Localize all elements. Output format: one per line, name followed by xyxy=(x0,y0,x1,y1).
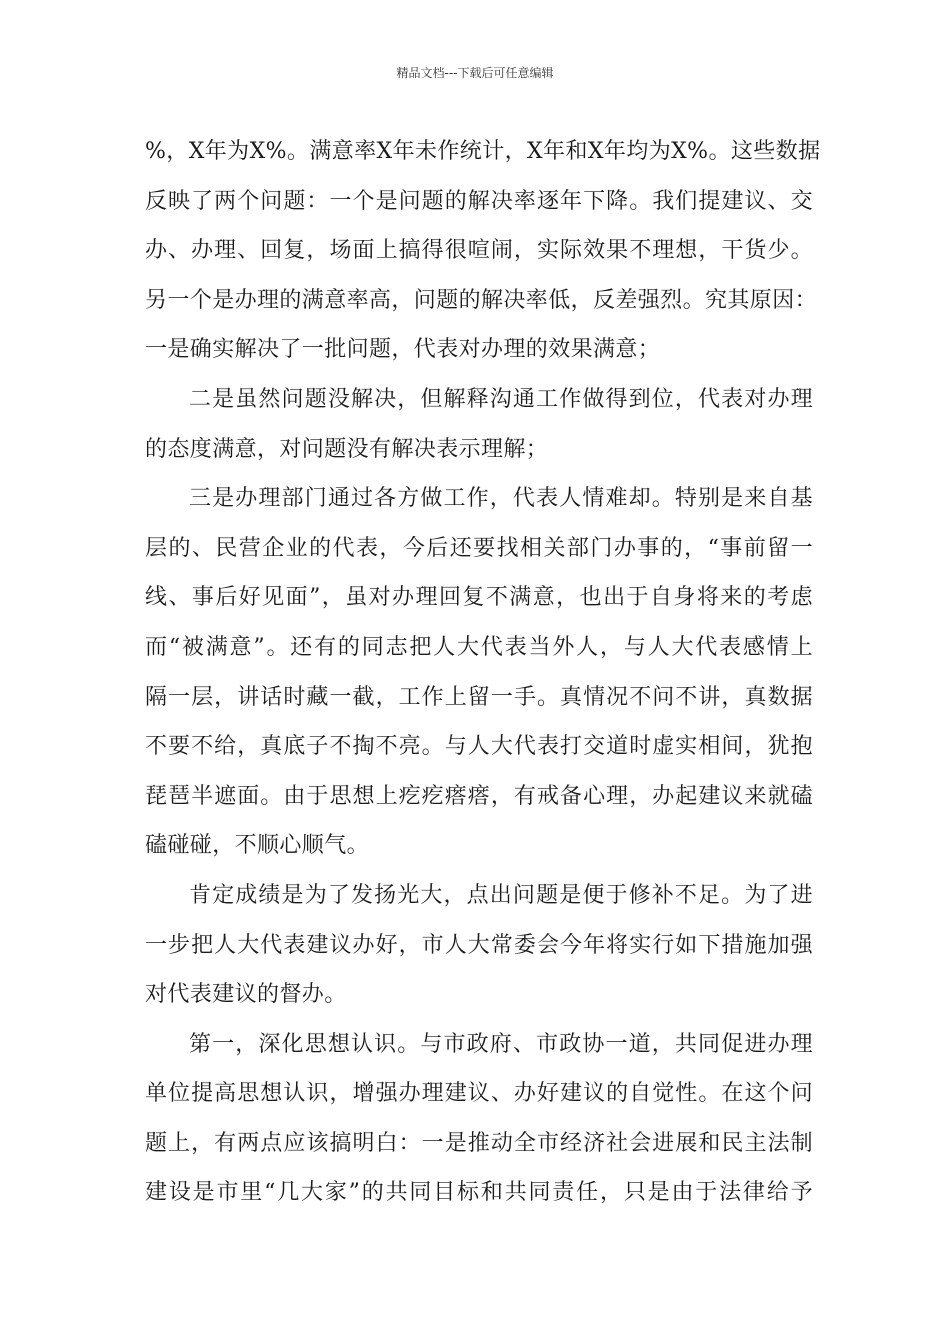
paragraph-start-line: 第一，深化思想认识。与市政府、市政协一道，共同促进办理 xyxy=(189,1031,813,1057)
page-header: 精品文档---下载后可任意编辑 xyxy=(396,66,554,80)
paragraph-start-line: 三是办理部门通过各方做工作，代表人情难却。特别是来自基 xyxy=(189,486,813,512)
paragraph-start-line: 二是虽然问题没解决，但解释沟通工作做得到位，代表对办理 xyxy=(189,386,813,412)
text-line: 反映了两个问题：一个是问题的解决率逐年下降。我们提建议、交 xyxy=(145,188,813,214)
text-line: %，X年为X%。满意率X年未作统计，X年和X年均为X%。这些数据 xyxy=(145,139,821,164)
text-line: 的态度满意，对问题没有解决表示理解； xyxy=(145,436,549,462)
text-line: 而“被满意”。还有的同志把人大代表当外人，与人大代表感情上 xyxy=(145,634,813,660)
document-body xyxy=(145,127,821,1218)
text-line: 琵琶半遮面。由于思想上疙疙瘩瘩，有戒备心理，办起建议来就磕 xyxy=(145,783,813,809)
text-line: 建设是市里“几大家”的共同目标和共同责任，只是由于法律给予 xyxy=(145,1180,813,1206)
paragraph-start-line: 肯定成绩是为了发扬光大，点出问题是便于修补不足。为了进 xyxy=(189,882,813,908)
text-line: 对代表建议的督办。 xyxy=(145,982,347,1008)
text-line: 隔一层，讲话时藏一截，工作上留一手。真情况不问不讲，真数据 xyxy=(145,684,813,710)
text-line: 不要不给，真底子不掏不亮。与人大代表打交道时虚实相间，犹抱 xyxy=(145,734,813,760)
text-line: 线、事后好见面”，虽对办理回复不满意，也出于自身将来的考虑 xyxy=(145,585,813,611)
text-line: 层的、民营企业的代表，今后还要找相关部门办事的，“事前留一 xyxy=(145,535,813,561)
text-line: 办、办理、回复，场面上搞得很喧闹，实际效果不理想，干货少。 xyxy=(145,238,813,264)
text-line: 题上，有两点应该搞明白：一是推动全市经济社会进展和民主法制 xyxy=(145,1130,813,1156)
text-line: 单位提高思想认识，增强办理建议、办好建议的自觉性。在这个问 xyxy=(145,1081,813,1107)
text-line: 磕碰碰，不顺心顺气。 xyxy=(145,833,370,859)
text-line: 一步把人大代表建议办好，市人大常委会今年将实行如下措施加强 xyxy=(145,932,813,958)
text-line: 一是确实解决了一批问题，代表对办理的效果满意； xyxy=(145,337,661,363)
text-line: 另一个是办理的满意率高，问题的解决率低，反差强烈。究其原因： xyxy=(145,287,818,313)
